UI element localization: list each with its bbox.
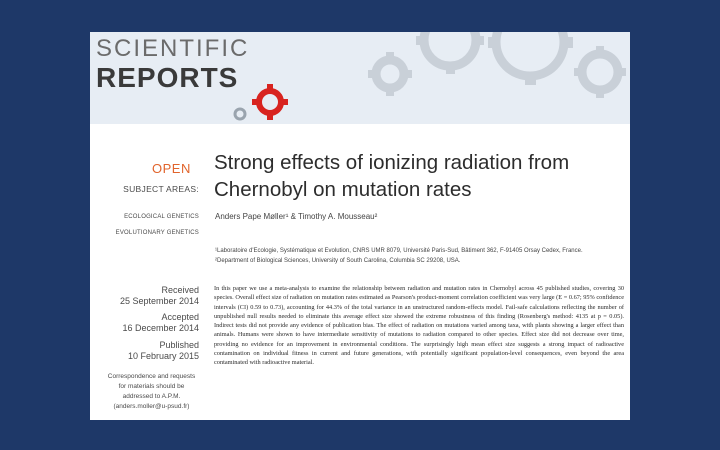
paper-page — [90, 32, 630, 420]
subject-area-link[interactable]: EVOLUTIONARY GENETICS — [115, 230, 199, 236]
article-title: Strong effects of ionizing radiation from Chernobyl on mutation rates — [214, 151, 570, 201]
small-gear-icon — [230, 104, 250, 124]
open-access-label: OPEN — [152, 161, 191, 176]
author-affiliations: ¹Laboratoire d'Ecologie, Systématique et Evolution, CNRS UMR 8079, Université Paris-Sud, Bâtiment 362, F-91405 Orsay Cedex, France. ²Department of Biological Sciences, University of South Carolina, Columbia SC 29208, USA. — [215, 248, 583, 264]
journal-name-line1: SCIENTIFIC — [96, 35, 250, 62]
red-gear-icon — [250, 82, 290, 122]
received-date: 25 September 2014 — [119, 296, 199, 306]
published-label: Published — [159, 340, 199, 350]
correspondence-note: Correspondence and requests for materials should be addressed to A.P.M. (anders.moller@u-psud.fr) — [107, 373, 196, 410]
gears-decoration-icon — [360, 32, 630, 124]
accepted-date: 16 December 2014 — [122, 323, 199, 333]
accepted-label: Accepted — [161, 312, 199, 322]
journal-masthead — [90, 32, 630, 124]
subject-areas-heading: SUBJECT AREAS: — [123, 184, 199, 194]
received-label: Received — [161, 285, 199, 295]
published-date: 10 February 2015 — [127, 351, 199, 361]
article-abstract: In this paper we use a meta-analysis to examine the relationship between radiation and mutation rates in Chernobyl across 45 published studies, covering 30 species. Overall effect size of radiation on mutation rates estimated as Pearson's product-moment correlation coefficient was very large (E = 0.67; 95% confidence intervals (CI) 0.59 to 0.73), accounting for 44.3% of the total variance in an unstructured random-effects model. Fail-safe calculations reflecting the number of unpublished null results needed to eliminate this average effect size showed the extreme robustness of this finding (Rosenberg's method: 4135 at p = 0.05). Indirect tests did not provide any evidence of publication bias. The effect of radiation on mutations varied among taxa, with plants showing a larger effect than animals. Humans were shown to have intermediate sensitivity of mutations to radiation compared to other species. Effect size did not decrease over time, providing no evidence for an improvement in environmental conditions. The surprisingly high mean effect size suggests a strong impact of radioactive contamination on individual fitness in current and future generations, with potentially significant population-level consequences, even beyond the area contaminated with radioactive material. — [214, 285, 624, 367]
journal-name-line2: REPORTS — [96, 62, 239, 93]
subject-area-link[interactable]: ECOLOGICAL GENETICS — [124, 214, 199, 220]
article-authors: Anders Pape Møller¹ & Timothy A. Mousseau² — [215, 212, 378, 221]
